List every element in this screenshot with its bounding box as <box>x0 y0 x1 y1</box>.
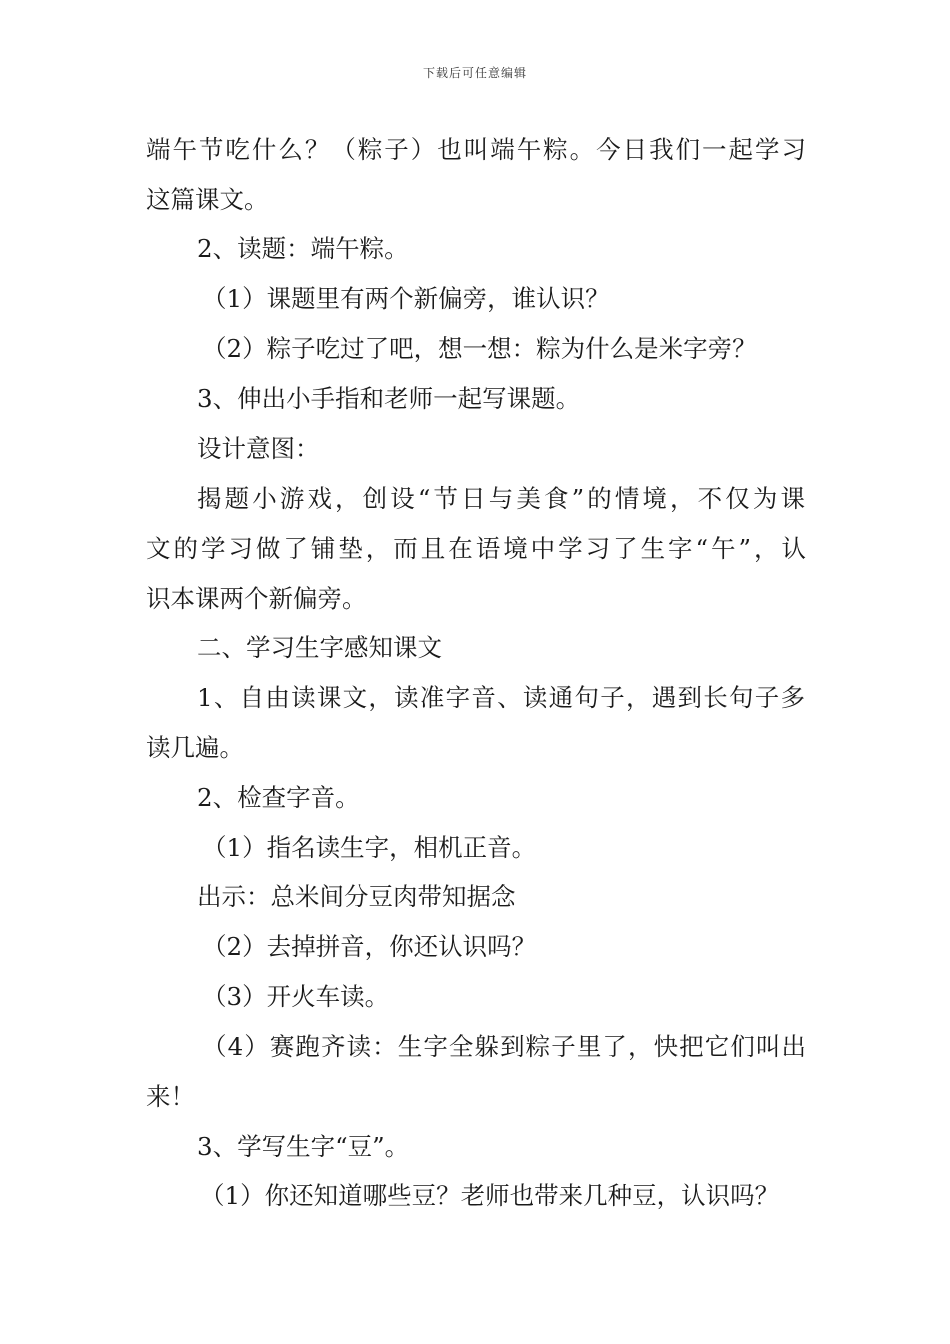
text-line: 出示：总米间分豆肉带知据念 <box>197 882 516 911</box>
text-line: 读几遍。 <box>146 733 244 762</box>
text-line: （3）开火车读。 <box>202 982 390 1011</box>
text-line: 1、自由读课文，读准字音、读通句子，遇到长句子多 <box>197 683 805 712</box>
text-line: 揭题小游戏，创设“节日与美食”的情境，不仅为课 <box>197 484 805 513</box>
text-line: （1）指名读生字，相机正音。 <box>202 833 537 862</box>
text-line: 识本课两个新偏旁。 <box>146 584 367 613</box>
page-header-note: 下载后可任意编辑 <box>422 66 527 80</box>
text-line: （2）去掉拼音，你还认识吗？ <box>202 932 537 961</box>
text-line: 端午节吃什么？（粽子）也叫端午粽。今日我们一起学习 <box>146 135 806 164</box>
text-line: 2、检查字音。 <box>197 783 360 812</box>
text-line: 这篇课文。 <box>146 185 269 214</box>
text-line: （1）课题里有两个新偏旁，谁认识？ <box>202 284 610 313</box>
text-line: （1）你还知道哪些豆？老师也带来几种豆，认识吗？ <box>200 1181 780 1210</box>
text-line: （2）粽子吃过了吧，想一想：粽为什么是米字旁？ <box>202 334 757 363</box>
text-line: 2、读题：端午粽。 <box>197 234 409 263</box>
text-line: 来！ <box>146 1082 195 1111</box>
text-line: 文的学习做了铺垫，而且在语境中学习了生字“午”，认 <box>146 534 806 563</box>
text-line: 3、伸出小手指和老师一起写课题。 <box>197 384 581 413</box>
text-line: （4）赛跑齐读：生字全躲到粽子里了，快把它们叫出 <box>202 1032 806 1061</box>
text-line: 设计意图： <box>197 434 320 463</box>
text-line: 3、学写生字“豆”。 <box>197 1132 410 1161</box>
section-heading: 二、学习生字感知课文 <box>197 633 442 662</box>
